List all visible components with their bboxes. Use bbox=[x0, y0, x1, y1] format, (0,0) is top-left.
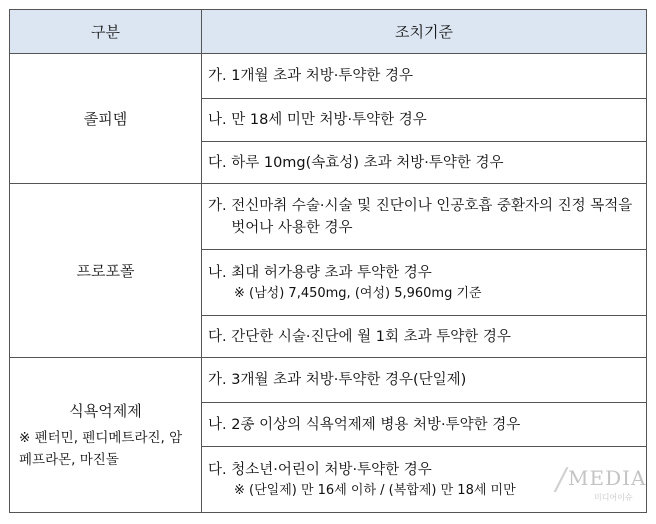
category-label: 졸피뎀 bbox=[83, 110, 128, 128]
item-text: 1개월 초과 처방·투약한 경우 bbox=[231, 68, 413, 84]
header-row bbox=[10, 10, 647, 54]
item-note: ※ (남성) 7,450mg, (여성) 5,960mg 기준 bbox=[234, 285, 482, 301]
item-text: 만 18세 미만 처방·투약한 경우 bbox=[231, 112, 427, 128]
category-label: 식욕억제제 bbox=[69, 401, 142, 420]
criteria-cell bbox=[202, 184, 647, 250]
item-marker: 나. bbox=[208, 416, 232, 433]
criteria-cell bbox=[202, 142, 647, 184]
item-marker: 다. bbox=[208, 328, 232, 345]
criteria-cell bbox=[202, 316, 647, 358]
criteria-cell bbox=[202, 99, 647, 142]
criteria-table bbox=[9, 9, 647, 513]
item-marker: 나. bbox=[208, 112, 232, 128]
item-marker: 가. bbox=[208, 197, 232, 214]
item-text: 전신마취 수술·시술 및 진단이나 인공호흡 중환자의 진정 목적을 벗어나 사용한 경우 bbox=[231, 197, 633, 236]
category-cell-propofol bbox=[10, 184, 202, 358]
watermark-slash-icon: / bbox=[556, 462, 567, 497]
table-row bbox=[10, 184, 647, 250]
item-marker: 다. bbox=[208, 154, 232, 171]
item-marker: 가. bbox=[208, 372, 232, 388]
item-text: 2종 이상의 식욕억제제 병용 처방·투약한 경우 bbox=[231, 416, 521, 433]
table-row bbox=[10, 54, 647, 99]
category-label: 프로포폴 bbox=[76, 262, 135, 280]
header-criteria: 조치기준 bbox=[202, 10, 647, 54]
header-category: 구분 bbox=[10, 10, 202, 54]
watermark-subtitle: 미디어이슈 bbox=[594, 493, 633, 502]
item-text: 최대 허가용량 초과 투약한 경우 bbox=[231, 264, 432, 281]
criteria-cell bbox=[202, 358, 647, 403]
category-note: ※ 펜터민, 펜디메트라진, 암페프라몬, 마진돌 bbox=[19, 429, 183, 468]
item-text: 하루 10mg(속효성) 초과 처방·투약한 경우 bbox=[231, 154, 504, 171]
item-note: ※ (단일제) 만 16세 이하 / (복합제) 만 18세 미만 bbox=[234, 482, 516, 498]
criteria-cell bbox=[202, 403, 647, 447]
item-marker: 나. bbox=[208, 264, 232, 281]
category-cell-appetite-suppressant bbox=[10, 358, 202, 513]
table-row bbox=[10, 358, 647, 403]
watermark-title: MEDIA bbox=[568, 466, 647, 490]
item-marker: 가. bbox=[208, 68, 232, 84]
item-text: 3개월 초과 처방·투약한 경우(단일제) bbox=[231, 372, 467, 388]
item-marker: 다. bbox=[208, 461, 232, 478]
watermark-logo bbox=[556, 462, 651, 512]
criteria-cell bbox=[202, 250, 647, 316]
item-text: 청소년·어린이 처방·투약한 경우 bbox=[231, 461, 432, 478]
criteria-cell bbox=[202, 54, 647, 99]
item-text: 간단한 시술·진단에 월 1회 초과 투약한 경우 bbox=[231, 328, 511, 345]
category-cell-zolpidem bbox=[10, 54, 202, 184]
